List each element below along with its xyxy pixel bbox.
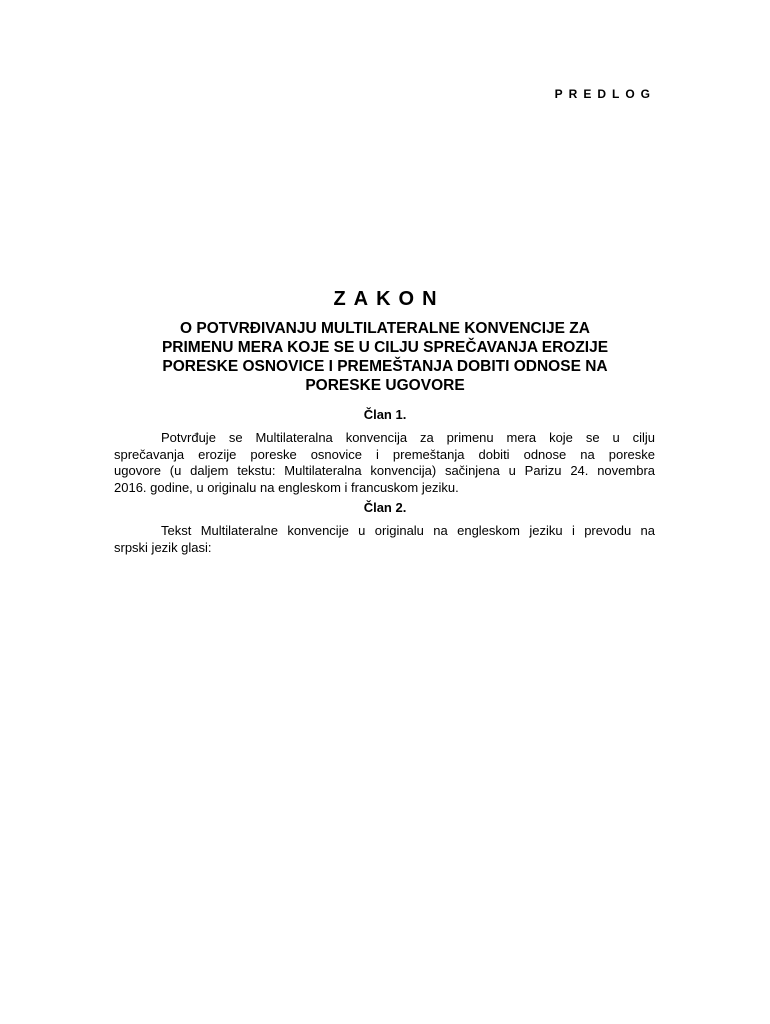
article-2-paragraph [114, 523, 655, 556]
paragraph-line: Potvrđuje se Multilateralna konvencija za primenu mera koje se u cilju [161, 430, 655, 445]
article-1-paragraph [114, 430, 655, 496]
paragraph-line: 2016. godine, u originalu na engleskom i francuskom jeziku. [114, 479, 459, 495]
subtitle-line: PRIMENU MERA KOJE SE U CILJU SPREČAVANJA EROZIJE [161, 339, 609, 356]
paragraph-line: sprečavanja erozije poreske osnovice i premeštanja dobiti odnose na poreske [114, 446, 655, 462]
subtitle-line: PORESKE UGOVORE [305, 377, 465, 394]
header-label: PREDLOG [554, 87, 656, 101]
article-2-heading: Član 2. [363, 500, 407, 515]
document-title: ZAKON [333, 288, 445, 310]
subtitle-line: O POTVRĐIVANJU MULTILATERALNE KONVENCIJE ZA [180, 320, 590, 337]
subtitle-line: PORESKE OSNOVICE I PREMEŠTANJA DOBITI ODNOSE NA [162, 358, 608, 375]
paragraph-line: ugovore (u daljem tekstu: Multilateralna konvencija) sačinjena u Parizu 24. novembra [114, 463, 655, 478]
article-1-heading: Član 1. [363, 407, 407, 422]
document-subtitle [130, 319, 640, 395]
paragraph-line: srpski jezik glasi: [114, 539, 212, 555]
paragraph-line: Tekst Multilateralne konvencije u originalu na engleskom jeziku i prevodu na [161, 523, 655, 538]
